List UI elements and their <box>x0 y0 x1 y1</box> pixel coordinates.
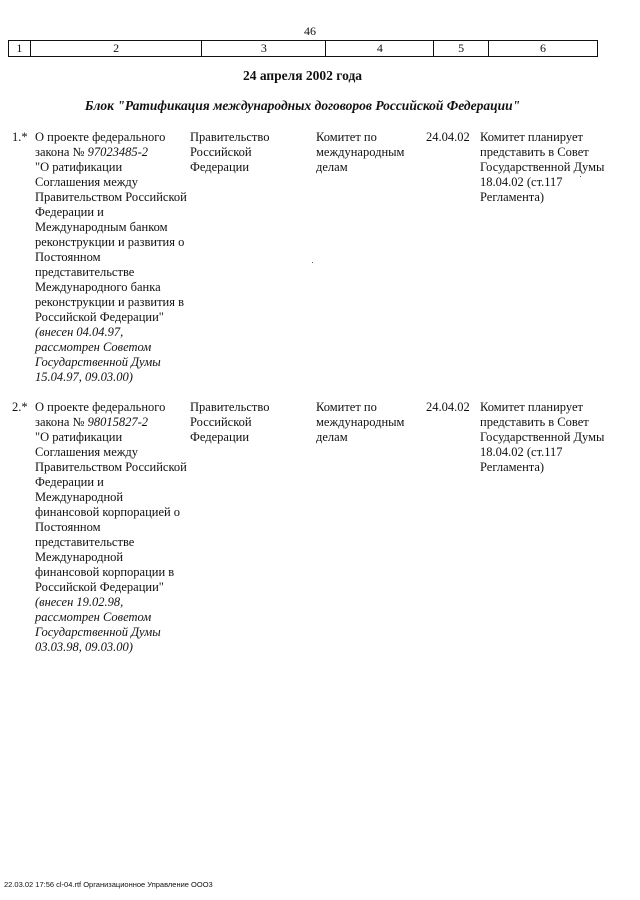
entry-date: 24.04.02 <box>426 400 470 414</box>
entry-title-main: "О ратификации Соглашения между Правительством Российской Федерации и Международной финансовой корпорацией о Постоянном представительстве Международной финансовой корпорации в Российской Федерации" <box>35 430 187 594</box>
column-number: 1 <box>9 41 31 56</box>
entry-note: Комитет планирует представить в Совет Государственной Думы 18.04.02 (ст.117 Регламента) <box>480 400 605 474</box>
page-number: 46 <box>304 24 316 38</box>
entry-title-note: (внесен 19.02.98, рассмотрен Советом Государственной Думы 03.03.98, 09.03.00) <box>35 595 161 654</box>
entry-committee: Комитет по международным делам <box>316 130 405 174</box>
entry-author: Правительство Российской Федерации <box>190 130 270 174</box>
entry-title <box>35 130 187 385</box>
date-heading: 24 апреля 2002 года <box>242 68 363 83</box>
column-number-header <box>8 40 598 57</box>
entry-committee: Комитет по международным делам <box>316 400 405 444</box>
entry-note: Комитет планирует представить в Совет Государственной Думы 18.04.02 (ст.117 Регламента) <box>480 130 605 204</box>
column-number: 5 <box>434 41 489 56</box>
entry-number: 1.* <box>12 130 28 144</box>
entry-title-intro: О проекте федерального закона № 98015827-2 <box>35 400 166 429</box>
entry-title-main: "О ратификации Соглашения между Правительством Российской Федерации и Международным банком реконструкции и развития о Постоянном представительстве Международного банка реконструкции и развития в Российской Федерации" <box>35 160 187 324</box>
footer-line: 22.03.02 17:56 cl-04.rtf Организационное Управление ООО3 <box>4 880 213 889</box>
column-number: 4 <box>326 41 434 56</box>
entry-title-intro: О проекте федерального закона № 97023485-2 <box>35 130 166 159</box>
entry-date: 24.04.02 <box>426 130 470 144</box>
entry-title <box>35 400 187 655</box>
block-heading: Блок "Ратификация международных договоров Российской Федерации" <box>84 98 521 113</box>
entry-number: 2.* <box>12 400 28 414</box>
entry-author: Правительство Российской Федерации <box>190 400 270 444</box>
column-number: 2 <box>31 41 203 56</box>
scan-speck <box>312 262 313 263</box>
entry-title-note: (внесен 04.04.97, рассмотрен Советом Государственной Думы 15.04.97, 09.03.00) <box>35 325 161 384</box>
column-number: 6 <box>539 41 546 55</box>
column-number: 3 <box>202 41 326 56</box>
scan-speck <box>580 176 581 177</box>
